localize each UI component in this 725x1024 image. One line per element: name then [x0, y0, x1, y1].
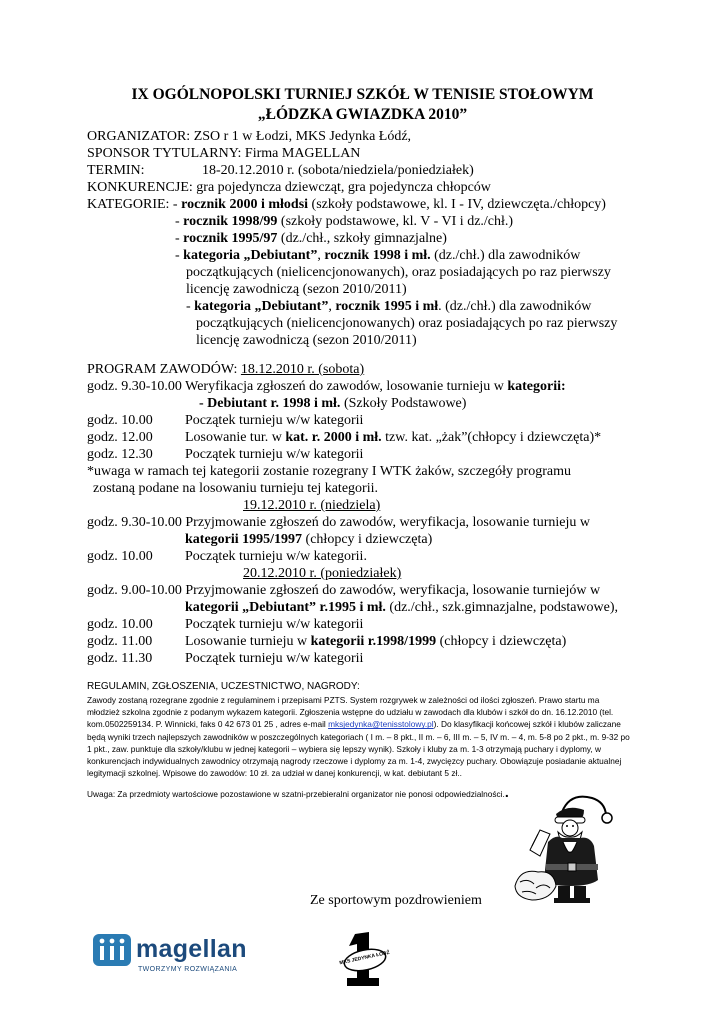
category-4-name: kategoria „Debiutant” — [183, 248, 318, 263]
day1-line5 — [87, 446, 364, 463]
day3-line3 — [87, 616, 364, 633]
category-3-prefix: - — [175, 231, 184, 246]
day3-line4-content — [185, 633, 566, 650]
category-1-desc: (szkoły podstawowe, kl. I - IV, dziewczęta./chłopcy) — [308, 197, 606, 212]
category-2-year: rocznik 1998/99 — [183, 214, 278, 229]
category-5-year: rocznik 1995 i mł — [335, 299, 439, 314]
santa-illustration — [510, 790, 615, 910]
regulations-part2: ). Do klasyfikacji końcowej szkół i klubów zaliczane będą wyniki trzech najlepszych zawodników w poszczególnych kategoriach ( I m. – 8 pkt., II m. – 6, III m. – 5, IV m. – 4, m. 5-8 po 2 pkt., m. 9-32 po 1 pkt., zaw. punktuje dla szkoły/klubu w jednej kategorii – wybiera się lepszy wynik). Szkoły i kluby za m. 1-3 otrzymają puchary i dyplomy, w konkurencjach indywidualnych zawodnicy otrzymają nagrody rzeczowe i dyplomy za m. 1-4, zwycięzcy puchary. Obowiązuje posiadanie aktualnej legitymacji szkolnej. Wpisowe do zawodów: 10 zł. za udział w danej konkurencji, w kat. debiutant 5 zł.. — [87, 719, 630, 779]
competitions-line: KONKURENCJE: gra pojedyncza dziewcząt, gra pojedyncza chłopców — [87, 180, 491, 195]
warning-content: Uwaga: Za przedmioty wartościowe pozostawione w szatni-przebieralni organizator nie ponosi odpowiedzialności. — [87, 789, 505, 799]
day2-line3-text: Początek turnieju w/w kategorii. — [185, 549, 367, 564]
day2-line3-time: godz. 10.00 — [87, 549, 153, 564]
day1-line2-rest: (Szkoły Podstawowe) — [340, 396, 467, 411]
category-4-line3: licencję zawodniczą (sezon 2010/2011) — [186, 282, 407, 297]
day1-date: 18.12.2010 r. (sobota) — [240, 362, 365, 377]
category-5-sep: , — [328, 299, 336, 314]
category-3-year: rocznik 1995/97 — [183, 231, 278, 246]
day3-line4-bold: kategorii r.1998/1999 — [310, 634, 437, 649]
day1-line3 — [87, 412, 364, 429]
category-1-year: rocznik 2000 i młodsi — [181, 197, 309, 212]
category-4-desc: (dz./chł.) dla zawodników — [430, 248, 581, 263]
day1-line2 — [199, 395, 466, 412]
program-heading — [87, 361, 364, 378]
categories-label: KATEGORIE: - — [87, 197, 182, 212]
day3-line5 — [87, 650, 364, 667]
page-title-line2: „ŁÓDZKA GWIAZDKA 2010” — [257, 106, 468, 123]
day3-line2-bold: kategorii „Debiutant” r.1995 i mł. — [185, 600, 386, 615]
day2-line2-rest: (chłopcy i dziewczęta) — [302, 532, 433, 547]
magellan-name: magellan — [136, 935, 247, 963]
day1-line5-text: Początek turnieju w/w kategorii — [185, 447, 364, 462]
day1-line4 — [87, 429, 602, 446]
day2-date: 19.12.2010 r. (niedziela) — [243, 498, 381, 513]
day1-line1 — [87, 378, 566, 395]
day1-line4-text2: tzw. kat. „żak”(chłopcy i dziewczęta)* — [381, 430, 602, 445]
day3-line4 — [87, 633, 567, 650]
club-logo-text: MKS JEDYNKA ŁÓDŹ — [338, 949, 391, 967]
day3-date: 20.12.2010 r. (poniedziałek) — [243, 566, 402, 581]
sponsor-line: SPONSOR TYTULARNY: Firma MAGELLAN — [87, 146, 361, 161]
category-2 — [175, 213, 513, 230]
day1-line4-time: godz. 12.00 — [87, 430, 153, 445]
category-3 — [175, 230, 447, 247]
magellan-logo — [93, 934, 131, 971]
category-1 — [87, 196, 606, 213]
day1-line4-text1: Losowanie tur. w — [185, 430, 286, 445]
category-5-prefix: - — [186, 299, 195, 314]
category-5 — [186, 298, 591, 315]
day1-line4-content — [185, 429, 601, 446]
day2-line3 — [87, 548, 367, 565]
day3-line2 — [185, 599, 618, 616]
day1-line5-time: godz. 12.30 — [87, 447, 153, 462]
santa-icon — [510, 790, 615, 905]
day1-line4-bold: kat. r. 2000 i mł. — [285, 430, 382, 445]
day1-line3-time: godz. 10.00 — [87, 413, 153, 428]
warning-text: Uwaga: Za przedmioty wartościowe pozostawione w szatni-przebieralni organizator nie ponosi odpowiedzialności.. — [87, 784, 509, 800]
day3-line2-rest: (dz./chł., szk.gimnazjalne, podstawowe), — [385, 600, 619, 615]
day2-line2 — [185, 531, 432, 548]
day3-line1: godz. 9.00-10.00 Przyjmowanie zgłoszeń do zawodów, weryfikacja, losowanie turniejów w — [87, 583, 601, 598]
category-4-prefix: - — [175, 248, 184, 263]
day3-line3-time: godz. 10.00 — [87, 617, 153, 632]
term-value: 18-20.12.2010 r. (sobota/niedziela/poniedziałek) — [202, 163, 474, 178]
category-2-desc: (szkoły podstawowe, kl. V - VI i dz./chł.) — [277, 214, 514, 229]
day3-line4-time: godz. 11.00 — [87, 634, 153, 649]
email-link[interactable]: mksjedynka@tenisstolowy.pl — [328, 719, 434, 730]
category-5-desc: . (dz./chł.) dla zawodników — [438, 299, 592, 314]
category-5-line3: licencję zawodniczą (sezon 2010/2011) — [196, 333, 417, 348]
organizer-line: ORGANIZATOR: ZSO r 1 w Łodzi, MKS Jedynka Łódź, — [87, 129, 412, 144]
category-4-year: rocznik 1998 i mł. — [324, 248, 431, 263]
club-logo — [335, 930, 395, 997]
program-label: PROGRAM ZAWODÓW: — [87, 362, 241, 377]
day1-line1-text: godz. 9.30-10.00 Weryfikacja zgłoszeń do zawodów, losowanie turnieju w — [87, 379, 508, 394]
category-4-line2: początkujących (nielicencjonowanych), oraz posiadających po raz pierwszy — [186, 265, 611, 280]
day2-line2-bold: kategorii 1995/1997 — [185, 532, 303, 547]
regulations-heading: REGULAMIN, ZGŁOSZENIA, UCZESTNICTWO, NAGRODY: — [87, 681, 360, 692]
category-4-sep: , — [317, 248, 325, 263]
day3-line4-rest: (chłopcy i dziewczęta) — [436, 634, 567, 649]
category-3-desc: (dz./chł., szkoły gimnazjalne) — [277, 231, 447, 246]
term-label: TERMIN: — [87, 163, 145, 178]
day2-line1: godz. 9.30-10.00 Przyjmowanie zgłoszeń do zawodów, weryfikacja, losowanie turnieju w — [87, 515, 590, 530]
term-line — [87, 162, 474, 179]
mks-jedynka-icon — [335, 930, 395, 992]
day1-line3-text: Początek turnieju w/w kategorii — [185, 413, 364, 428]
day3-line5-time: godz. 11.30 — [87, 651, 153, 666]
day3-line4-text: Losowanie turnieju w — [185, 634, 311, 649]
regulations-text — [87, 694, 632, 779]
day1-line1-bold: kategorii: — [507, 379, 566, 394]
category-4 — [175, 247, 580, 264]
day3-line5-text: Początek turnieju w/w kategorii — [185, 651, 364, 666]
note-line2: zostaną podane na losowaniu turnieju tej kategorii. — [93, 481, 378, 496]
category-5-name: kategoria „Debiutant” — [194, 299, 329, 314]
category-2-prefix: - — [175, 214, 184, 229]
category-5-line2: początkujących (nielicencjonowanych) oraz posiadających po raz pierwszy — [196, 316, 618, 331]
day3-line3-text: Początek turnieju w/w kategorii — [185, 617, 364, 632]
closing-greeting: Ze sportowym pozdrowieniem — [310, 893, 482, 908]
page-title-line1: IX OGÓLNOPOLSKI TURNIEJ SZKÓŁ W TENISIE STOŁOWYM — [131, 86, 594, 103]
regulations-part1: Zawody zostaną rozegrane zgodnie z regulaminem i przepisami PZTS. System rozgrywek w zależności od ilości zgłoszeń. Prawo startu ma młodzież szkolna zgodnie z podanym wykazem kategorii. Zgłoszenia wstępne do udziału w zawodach dla klubów i szkół do dn. 16.12.2010 (tel. kom.0502259134. P. Winnicki, faks 0 42 673 01 25 , adres e-mail — [87, 695, 614, 730]
note-line1: *uwaga w ramach tej kategorii zostanie rozegrany I WTK żaków, szczegóły programu — [87, 464, 571, 479]
magellan-tagline: TWORZYMY ROZWIĄZANIA — [138, 966, 238, 973]
day1-line2-bold: - Debiutant r. 1998 i mł. — [199, 396, 341, 411]
magellan-logo-icon — [93, 934, 131, 966]
